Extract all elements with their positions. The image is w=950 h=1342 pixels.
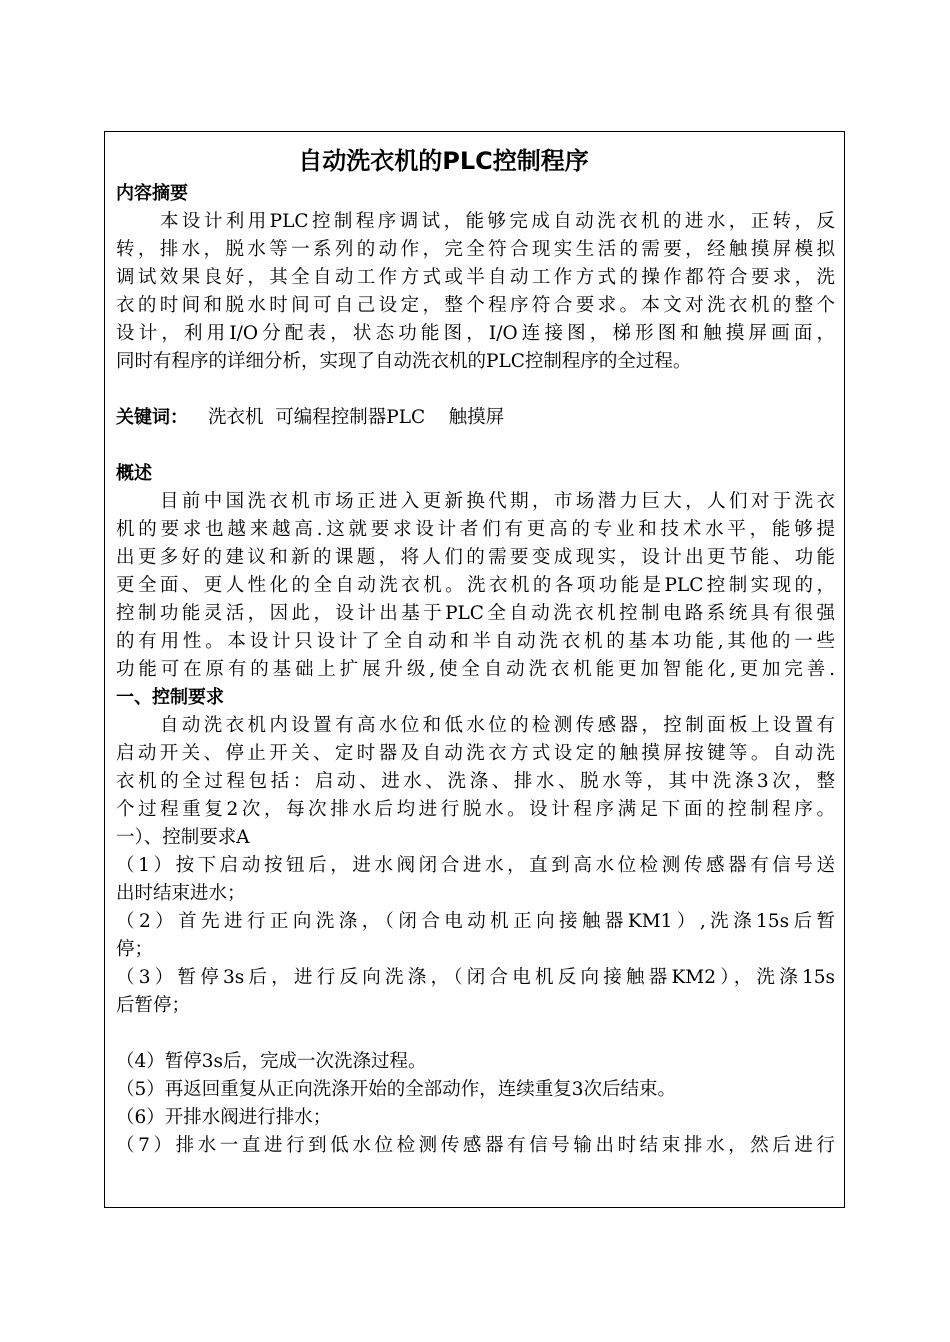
section1-line: 个过程重复2次，每次排水后均进行脱水。设计程序满足下面的控制程序。 <box>116 799 835 820</box>
overview-line: 出更多好的建议和新的课题，将人们的需要变成现实，设计出更节能、功能 <box>116 547 835 568</box>
overview-line: 功能可在原有的基础上扩展升级,使全自动洗衣机能更加智能化,更加完善. <box>116 659 835 680</box>
overview-heading: 概述 <box>116 463 152 484</box>
section1-line: 启动开关、停止开关、定时器及自动洗衣方式设定的触摸屏按键等。自动洗 <box>116 743 835 764</box>
step-line: （6）开排水阀进行排水； <box>116 1107 332 1128</box>
step-line: （3）暂停3s后，进行反向洗涤，（闭合电机反向接触器KM2），洗涤15s <box>116 967 835 988</box>
step-line: 停； <box>116 939 154 960</box>
overview-line: 控制功能灵活，因此，设计出基于PLC全自动洗衣机控制电路系统具有很强 <box>116 603 835 624</box>
spacer <box>116 376 835 404</box>
step-line: 后暂停； <box>116 995 191 1016</box>
step-line: （2）首先进行正向洗涤，（闭合电动机正向接触器KM1）,洗涤15s后暂 <box>116 911 835 932</box>
step-line: （4）暂停3s后，完成一次洗涤过程。 <box>116 1051 427 1072</box>
content-frame <box>104 131 845 1208</box>
document-title: 自动洗衣机的PLC控制程序 <box>298 147 589 175</box>
step-line: （5）再返回重复从正向洗涤开始的全部动作，连续重复3次后结束。 <box>116 1079 677 1100</box>
keywords-label: 关键词： <box>116 407 188 428</box>
section1-line: 衣机的全过程包括：启动、进水、洗涤、排水、脱水等，其中洗涤3次，整 <box>116 771 835 792</box>
keywords-line <box>116 404 835 432</box>
step-line: （7）排水一直进行到低水位检测传感器有信号输出时结束排水，然后进行 <box>116 1135 835 1156</box>
abstract-heading: 内容摘要 <box>116 183 188 204</box>
overview-line: 更全面、更人性化的全自动洗衣机。洗衣机的各项功能是PLC控制实现的， <box>116 575 835 596</box>
step-line: 出时结束进水； <box>116 883 246 904</box>
abstract-line: 设计，利用I/O分配表，状态功能图，I/O连接图，梯形图和触摸屏画面， <box>116 323 835 344</box>
section1-heading: 一、控制要求 <box>116 687 224 708</box>
spacer <box>116 1020 835 1048</box>
section1-line: 自动洗衣机内设置有高水位和低水位的检测传感器，控制面板上设置有 <box>160 715 835 736</box>
abstract-line: 衣的时间和脱水时间可自己设定，整个程序符合要求。本文对洗衣机的整个 <box>116 295 835 316</box>
keywords-value: 洗衣机 可编程控制器PLC 触摸屏 <box>208 407 505 428</box>
step-line: （1）按下启动按钮后，进水阀闭合进水，直到高水位检测传感器有信号送 <box>116 855 835 876</box>
subsection-heading: 一）、控制要求A <box>116 827 250 848</box>
overview-line: 机的要求也越来越高.这就要求设计者们有更高的专业和技术水平，能够提 <box>116 519 835 540</box>
overview-line: 的有用性。本设计只设计了全自动和半自动洗衣机的基本功能,其他的一些 <box>116 631 835 652</box>
spacer <box>116 432 835 460</box>
abstract-line: 同时有程序的详细分析，实现了自动洗衣机的PLC控制程序的全过程。 <box>116 351 692 372</box>
content-body <box>116 142 835 1160</box>
overview-line: 目前中国洗衣机市场正进入更新换代期，市场潜力巨大，人们对于洗衣 <box>160 491 835 512</box>
abstract-line: 本设计利用PLC控制程序调试，能够完成自动洗衣机的进水，正转，反 <box>160 211 835 232</box>
abstract-line: 转，排水，脱水等一系列的动作，完全符合现实生活的需要，经触摸屏模拟 <box>116 239 835 260</box>
abstract-line: 调试效果良好，其全自动工作方式或半自动工作方式的操作都符合要求，洗 <box>116 267 835 288</box>
